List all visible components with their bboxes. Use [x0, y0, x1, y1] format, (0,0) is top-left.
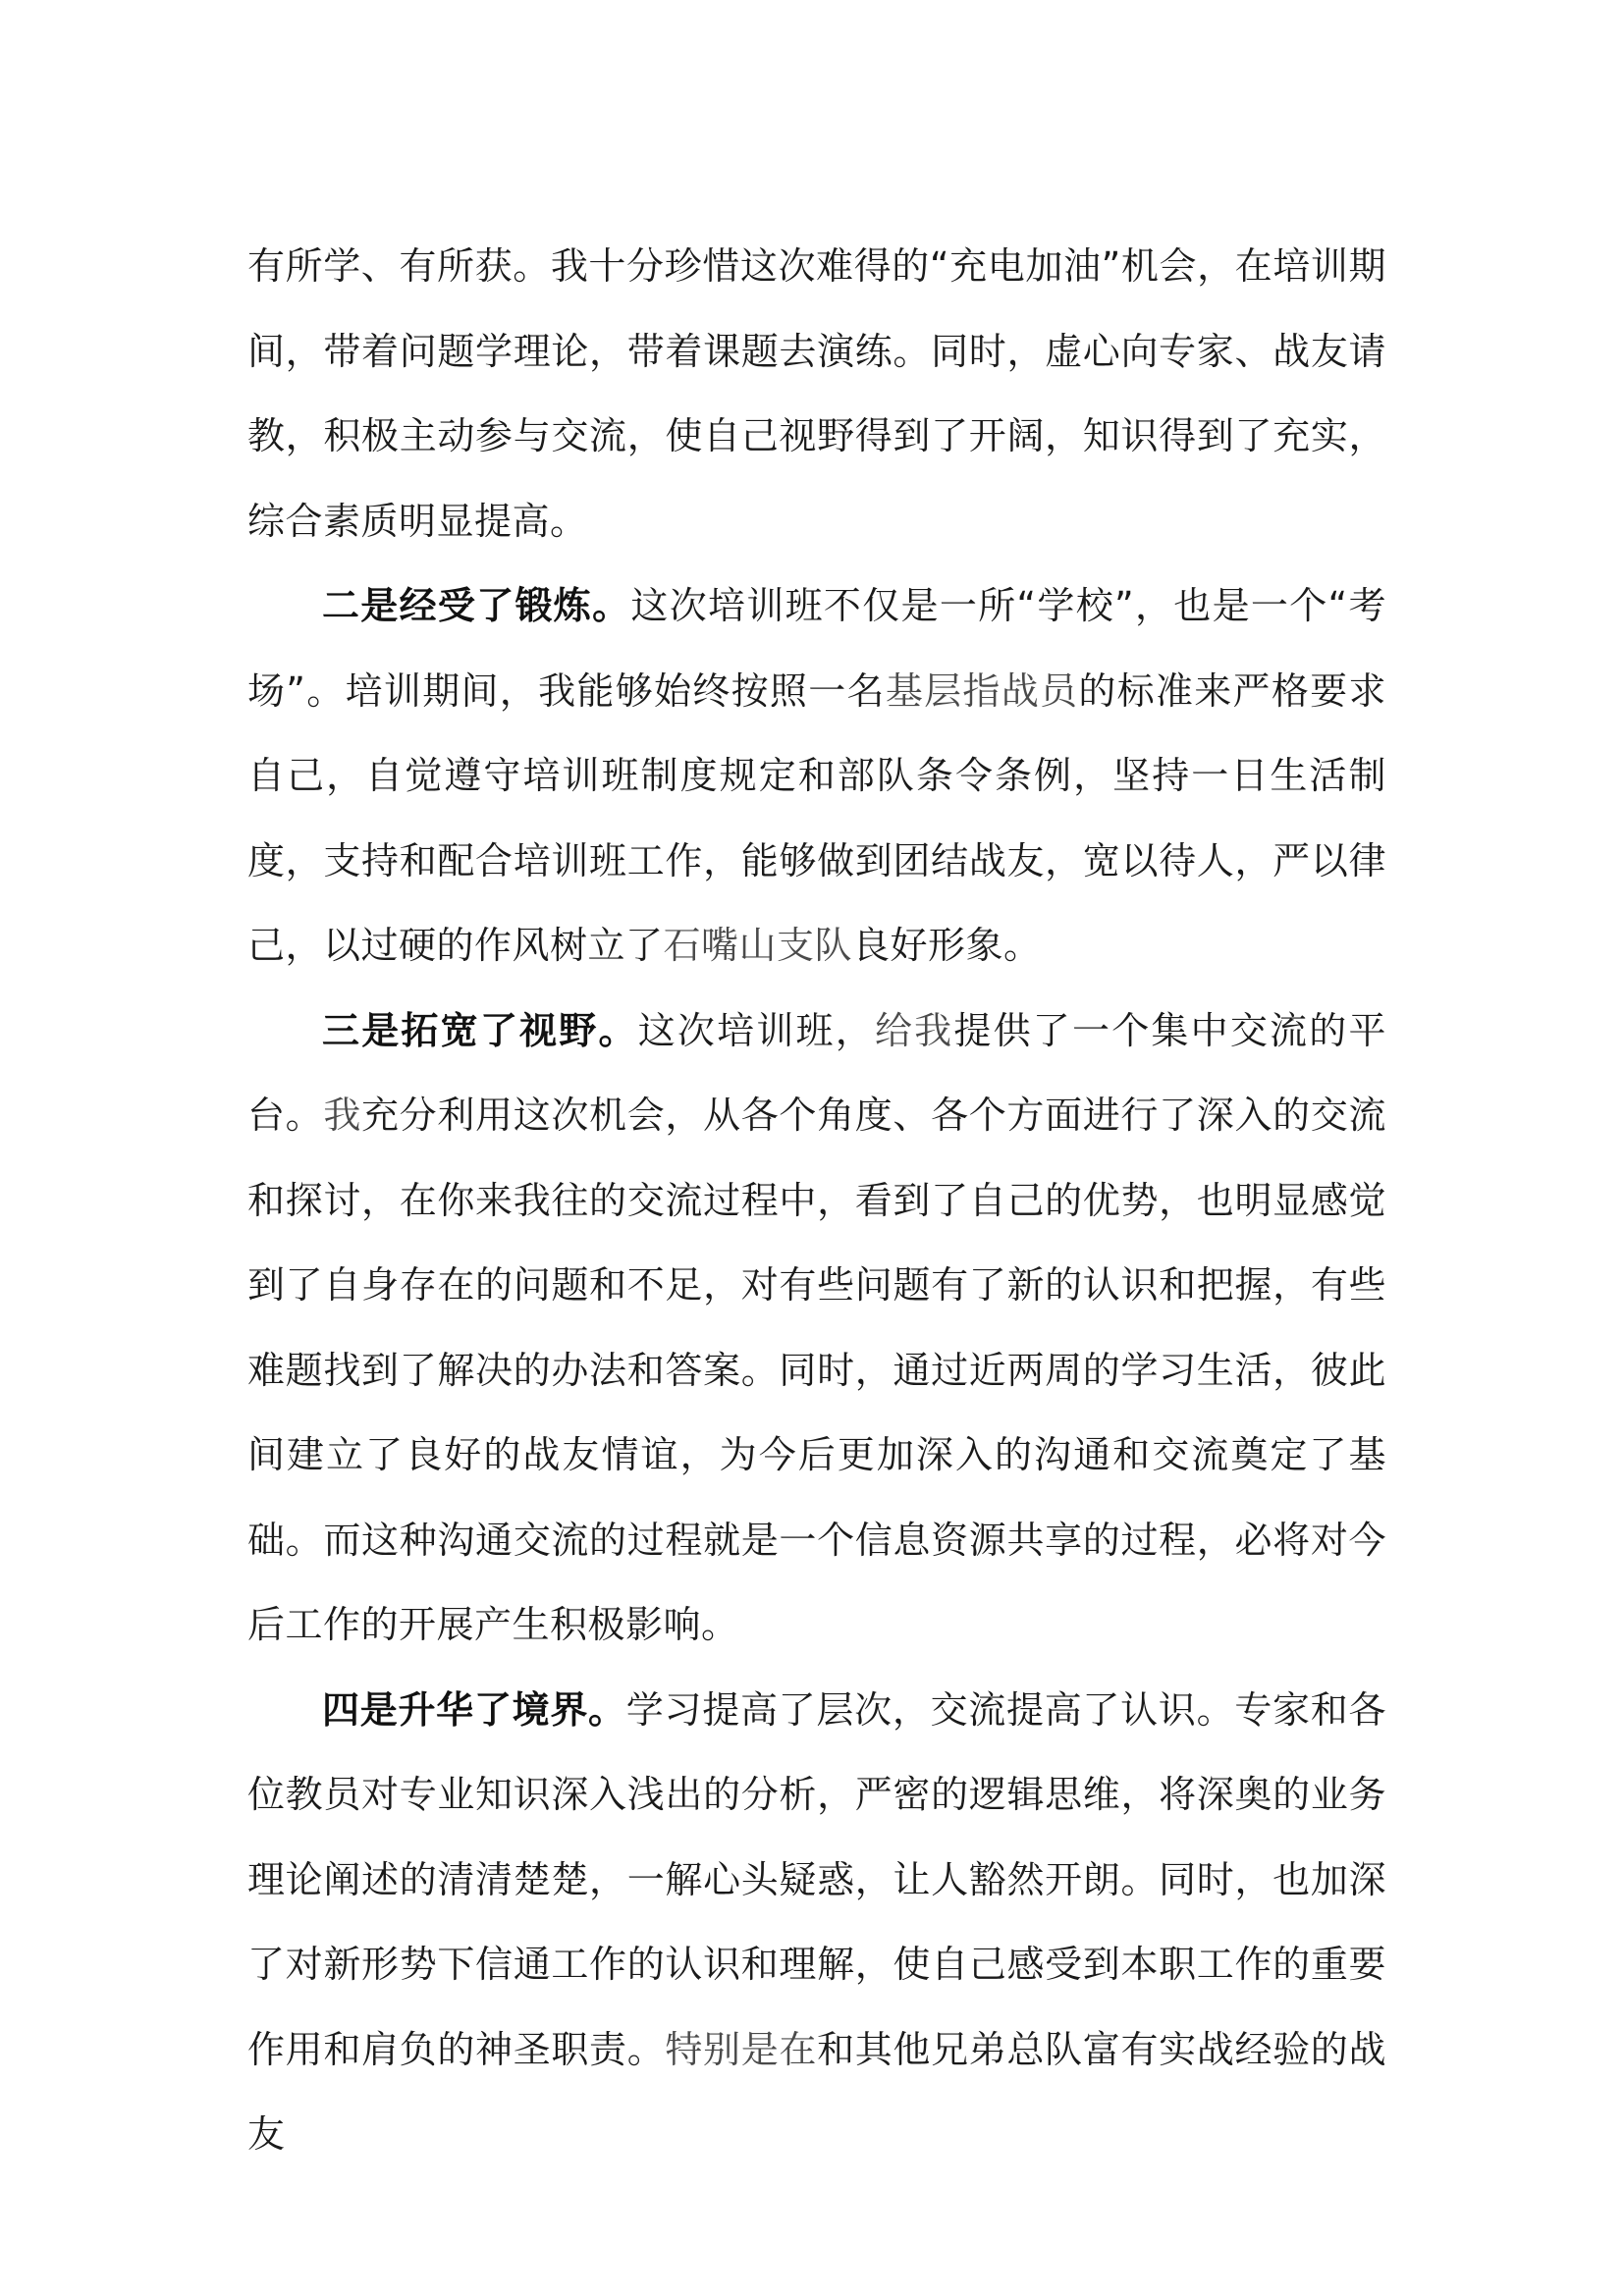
text-run: 有所学、有所获。我十分珍惜这次难得的“充电加油”机会，在培训期间，带着问题学理论，带着课题去演练。同时，虚心向专家、战友请教，积极主动参与交流，使自己视野得到了开阔，知识得到了充实，综合素质明显提高。	[247, 244, 1386, 543]
text-run: 良好形象。	[852, 924, 1042, 967]
body-text	[247, 224, 1386, 2177]
text-run-serif: 给我	[874, 1008, 954, 1052]
paragraph-lead: 四是升华了境界。	[322, 1687, 626, 1732]
text-run: 这次培训班不仅是一所“学校”，也是一个“考场”。培训期间，我能够始终按照一名	[247, 584, 1386, 713]
paragraph-lead: 三是拓宽了视野。	[322, 1008, 638, 1052]
text-run: 这次培训班，	[637, 1008, 875, 1052]
text-run: 提供了一个集中交流的平台。	[247, 1008, 1386, 1137]
paragraph-continuation	[247, 224, 1386, 563]
text-run: 学习提高了层次，交流提高了认识。专家和各位教员对专业知识深入浅出的分析，严密的逻辑思维，将深奥的业务理论阐述的清清楚楚，一解心头疑惑，让人豁然开朗。同时，也加深了对新形势下信通工作的认识和理解，使自己感受到本职工作的重要作用和肩负的神圣职责。	[247, 1687, 1386, 2071]
text-run-serif: 石嘴山支队	[663, 924, 853, 967]
text-run: 的标准来严格要求自己，自觉遵守培训班制度规定和部队条令条例，坚持一日生活制度，支持和配合培训班工作，能够做到团结战友，宽以待人，严以律己，以过硬的作风树立了	[247, 668, 1386, 967]
paragraph-tempered	[247, 563, 1386, 988]
text-run-serif: 特别是在	[665, 2027, 818, 2071]
text-run-serif: 基层指战员	[885, 668, 1079, 713]
paragraph-lead: 二是经受了锻炼。	[322, 584, 631, 627]
text-run: 和其他兄弟总队富有实战经验的战友	[247, 2027, 1386, 2156]
paragraph-elevated	[247, 1668, 1386, 2177]
text-run: 充分利用这次机会，从各个角度、各个方面进行了深入的交流和探讨，在你来我往的交流过程中，看到了自己的优势，也明显感觉到了自身存在的问题和不足，对有些问题有了新的认识和把握，有些难题找到了解决的办法和答案。同时，通过近两周的学习生活，彼此间建立了良好的战友情谊，为今后更加深入的沟通和交流奠定了基础。而这种沟通交流的过程就是一个信息资源共享的过程，必将对今后工作的开展产生积极影响。	[247, 1094, 1386, 1646]
paragraph-broadened	[247, 988, 1386, 1668]
text-run-serif: 我	[323, 1094, 362, 1137]
